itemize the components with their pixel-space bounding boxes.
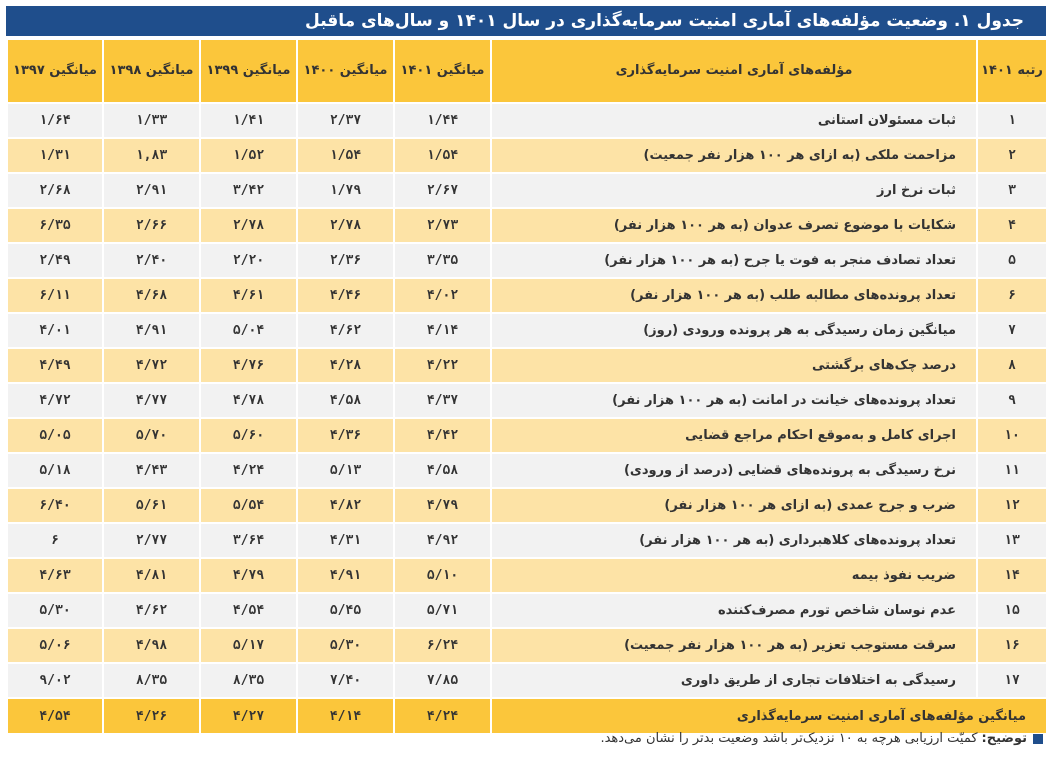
value-cell-1401: ۴/۲۲ [393, 349, 490, 384]
value-cell-1400: ۲/۳۷ [296, 104, 393, 139]
value-cell-1400: ۴/۳۶ [296, 419, 393, 454]
value-cell-1400: ۲/۳۶ [296, 244, 393, 279]
rank-cell: ۱۶ [976, 629, 1046, 664]
value-cell-1399: ۸/۳۵ [199, 664, 296, 699]
value-cell-1397: ۴/۰۱ [6, 314, 102, 349]
value-cell-1398: ۴/۷۷ [102, 384, 199, 419]
value-cell-1398: ۴/۶۲ [102, 594, 199, 629]
value-cell-1397: ۲/۶۸ [6, 174, 102, 209]
value-cell-1398: ۵/۶۱ [102, 489, 199, 524]
total-value-1401: ۴/۲۴ [393, 699, 490, 735]
table-row [6, 349, 1046, 384]
value-cell-1400: ۵/۴۵ [296, 594, 393, 629]
table-row [6, 314, 1046, 349]
value-cell-1401: ۱/۵۴ [393, 139, 490, 174]
value-cell-1397: ۵/۰۶ [6, 629, 102, 664]
component-cell: شکایات با موضوع تصرف عدوان (به هر ۱۰۰ هزار نفر) [490, 209, 976, 244]
component-cell: مزاحمت ملکی (به ازای هر ۱۰۰ هزار نفر جمعیت) [490, 139, 976, 174]
total-value-1399: ۴/۲۷ [199, 699, 296, 735]
value-cell-1398: ۴/۸۱ [102, 559, 199, 594]
value-cell-1400: ۴/۸۲ [296, 489, 393, 524]
footnote-text: کمیّت ارزیابی هرچه به ۱۰ نزدیک‌تر باشد وضعیت بدتر را نشان می‌دهد. [600, 731, 978, 746]
footnote-label: توضیح: [981, 731, 1027, 746]
value-cell-1400: ۱/۷۹ [296, 174, 393, 209]
header-1397: میانگین ۱۳۹۷ [6, 40, 102, 104]
table-title: جدول ۱. وضعیت مؤلفه‌های آماری امنیت سرمایه‌گذاری در سال ۱۴۰۱ و سال‌های ماقبل [305, 11, 1024, 31]
component-cell: نرخ رسیدگی به پرونده‌های قضایی (درصد از ورودی) [490, 454, 976, 489]
component-cell: اجرای کامل و به‌موقع احکام مراجع قضایی [490, 419, 976, 454]
value-cell-1399: ۴/۶۱ [199, 279, 296, 314]
table-row [6, 524, 1046, 559]
value-cell-1401: ۵/۷۱ [393, 594, 490, 629]
value-cell-1400: ۴/۹۱ [296, 559, 393, 594]
value-cell-1397: ۹/۰۲ [6, 664, 102, 699]
value-cell-1397: ۵/۳۰ [6, 594, 102, 629]
value-cell-1397: ۱/۶۴ [6, 104, 102, 139]
value-cell-1401: ۴/۱۴ [393, 314, 490, 349]
value-cell-1398: ۲/۶۶ [102, 209, 199, 244]
value-cell-1397: ۴/۴۹ [6, 349, 102, 384]
total-value-1398: ۴/۲۶ [102, 699, 199, 735]
value-cell-1401: ۵/۱۰ [393, 559, 490, 594]
value-cell-1398: ۴/۴۳ [102, 454, 199, 489]
rank-cell: ۵ [976, 244, 1046, 279]
component-cell: رسیدگی به اختلافات تجاری از طریق داوری [490, 664, 976, 699]
value-cell-1400: ۴/۳۱ [296, 524, 393, 559]
rank-cell: ۱۷ [976, 664, 1046, 699]
value-cell-1397: ۶/۴۰ [6, 489, 102, 524]
value-cell-1400: ۱/۵۴ [296, 139, 393, 174]
footnote [600, 731, 1043, 746]
value-cell-1400: ۴/۴۶ [296, 279, 393, 314]
value-cell-1399: ۱/۴۱ [199, 104, 296, 139]
value-cell-1397: ۶/۱۱ [6, 279, 102, 314]
component-cell: ضریب نفوذ بیمه [490, 559, 976, 594]
header-1398: میانگین ۱۳۹۸ [102, 40, 199, 104]
value-cell-1398: ۵/۷۰ [102, 419, 199, 454]
value-cell-1401: ۴/۵۸ [393, 454, 490, 489]
table-row [6, 489, 1046, 524]
rank-cell: ۱۳ [976, 524, 1046, 559]
value-cell-1398: ۴/۷۲ [102, 349, 199, 384]
value-cell-1399: ۴/۵۴ [199, 594, 296, 629]
component-cell: عدم نوسان شاخص تورم مصرف‌کننده [490, 594, 976, 629]
value-cell-1401: ۱/۴۴ [393, 104, 490, 139]
value-cell-1397: ۴/۶۳ [6, 559, 102, 594]
value-cell-1398: ۴/۹۸ [102, 629, 199, 664]
table-row [6, 279, 1046, 314]
value-cell-1399: ۴/۷۶ [199, 349, 296, 384]
component-cell: تعداد پرونده‌های کلاهبرداری (به هر ۱۰۰ هزار نفر) [490, 524, 976, 559]
value-cell-1397: ۶/۳۵ [6, 209, 102, 244]
value-cell-1398: ۴/۹۱ [102, 314, 199, 349]
value-cell-1401: ۴/۷۹ [393, 489, 490, 524]
value-cell-1398: ۱/۳۳ [102, 104, 199, 139]
component-cell: تعداد پرونده‌های خیانت در امانت (به هر ۱۰۰ هزار نفر) [490, 384, 976, 419]
value-cell-1398: ۸/۳۵ [102, 664, 199, 699]
component-cell: ثبات مسئولان استانی [490, 104, 976, 139]
rank-cell: ۶ [976, 279, 1046, 314]
value-cell-1399: ۵/۶۰ [199, 419, 296, 454]
component-cell: ثبات نرخ ارز [490, 174, 976, 209]
value-cell-1401: ۴/۰۲ [393, 279, 490, 314]
component-cell: تعداد پرونده‌های مطالبه طلب (به هر ۱۰۰ هزار نفر) [490, 279, 976, 314]
value-cell-1399: ۴/۷۸ [199, 384, 296, 419]
value-cell-1400: ۲/۷۸ [296, 209, 393, 244]
table-body [6, 104, 1046, 735]
value-cell-1398: ۲/۴۰ [102, 244, 199, 279]
value-cell-1400: ۵/۱۳ [296, 454, 393, 489]
table-row [6, 174, 1046, 209]
table-row [6, 384, 1046, 419]
value-cell-1399: ۵/۵۴ [199, 489, 296, 524]
data-table [6, 40, 1046, 735]
header-1401: میانگین ۱۴۰۱ [393, 40, 490, 104]
total-value-1400: ۴/۱۴ [296, 699, 393, 735]
rank-cell: ۱۴ [976, 559, 1046, 594]
value-cell-1399: ۵/۱۷ [199, 629, 296, 664]
value-cell-1397: ۱/۳۱ [6, 139, 102, 174]
header-rank: رتبه ۱۴۰۱ [976, 40, 1046, 104]
component-cell: تعداد تصادف منجر به فوت یا جرح (به هر ۱۰۰ هزار نفر) [490, 244, 976, 279]
value-cell-1400: ۴/۲۸ [296, 349, 393, 384]
value-cell-1399: ۴/۲۴ [199, 454, 296, 489]
table-row [6, 559, 1046, 594]
value-cell-1401: ۴/۳۷ [393, 384, 490, 419]
rank-cell: ۱۱ [976, 454, 1046, 489]
value-cell-1397: ۴/۷۲ [6, 384, 102, 419]
footnote-bullet-icon [1033, 734, 1043, 744]
total-row [6, 699, 1046, 735]
value-cell-1400: ۵/۳۰ [296, 629, 393, 664]
value-cell-1399: ۴/۷۹ [199, 559, 296, 594]
rank-cell: ۱۲ [976, 489, 1046, 524]
component-cell: میانگین زمان رسیدگی به هر پرونده ورودی (روز) [490, 314, 976, 349]
header-component: مؤلفه‌های آماری امنیت سرمایه‌گذاری [490, 40, 976, 104]
table-row [6, 244, 1046, 279]
value-cell-1401: ۴/۴۲ [393, 419, 490, 454]
component-cell: سرقت مستوجب تعزیر (به هر ۱۰۰ هزار نفر جمعیت) [490, 629, 976, 664]
table-title-bar [6, 6, 1046, 36]
value-cell-1398: ۱,۸۳ [102, 139, 199, 174]
value-cell-1400: ۴/۵۸ [296, 384, 393, 419]
rank-cell: ۹ [976, 384, 1046, 419]
value-cell-1401: ۶/۲۴ [393, 629, 490, 664]
value-cell-1401: ۲/۶۷ [393, 174, 490, 209]
rank-cell: ۷ [976, 314, 1046, 349]
header-row [6, 40, 1046, 104]
rank-cell: ۱۵ [976, 594, 1046, 629]
table-row [6, 139, 1046, 174]
value-cell-1397: ۶ [6, 524, 102, 559]
header-1399: میانگین ۱۳۹۹ [199, 40, 296, 104]
rank-cell: ۲ [976, 139, 1046, 174]
value-cell-1401: ۴/۹۲ [393, 524, 490, 559]
rank-cell: ۸ [976, 349, 1046, 384]
header-1400: میانگین ۱۴۰۰ [296, 40, 393, 104]
value-cell-1400: ۴/۶۲ [296, 314, 393, 349]
rank-cell: ۳ [976, 174, 1046, 209]
total-value-1397: ۴/۵۴ [6, 699, 102, 735]
component-cell: درصد چک‌های برگشتی [490, 349, 976, 384]
value-cell-1399: ۵/۰۴ [199, 314, 296, 349]
rank-cell: ۴ [976, 209, 1046, 244]
table-row [6, 454, 1046, 489]
total-label: میانگین مؤلفه‌های آماری امنیت سرمایه‌گذاری [490, 699, 1046, 735]
value-cell-1398: ۴/۶۸ [102, 279, 199, 314]
rank-cell: ۱۰ [976, 419, 1046, 454]
value-cell-1399: ۳/۴۲ [199, 174, 296, 209]
value-cell-1401: ۲/۷۳ [393, 209, 490, 244]
table-row [6, 594, 1046, 629]
value-cell-1398: ۲/۷۷ [102, 524, 199, 559]
value-cell-1399: ۲/۲۰ [199, 244, 296, 279]
table-row [6, 209, 1046, 244]
value-cell-1397: ۵/۰۵ [6, 419, 102, 454]
rank-cell: ۱ [976, 104, 1046, 139]
value-cell-1401: ۳/۳۵ [393, 244, 490, 279]
table-row [6, 629, 1046, 664]
value-cell-1397: ۲/۴۹ [6, 244, 102, 279]
value-cell-1399: ۱/۵۲ [199, 139, 296, 174]
value-cell-1397: ۵/۱۸ [6, 454, 102, 489]
value-cell-1398: ۲/۹۱ [102, 174, 199, 209]
value-cell-1400: ۷/۴۰ [296, 664, 393, 699]
value-cell-1399: ۳/۶۴ [199, 524, 296, 559]
value-cell-1401: ۷/۸۵ [393, 664, 490, 699]
table-row [6, 664, 1046, 699]
value-cell-1399: ۲/۷۸ [199, 209, 296, 244]
table-row [6, 104, 1046, 139]
table-row [6, 419, 1046, 454]
component-cell: ضرب و جرح عمدی (به ازای هر ۱۰۰ هزار نفر) [490, 489, 976, 524]
